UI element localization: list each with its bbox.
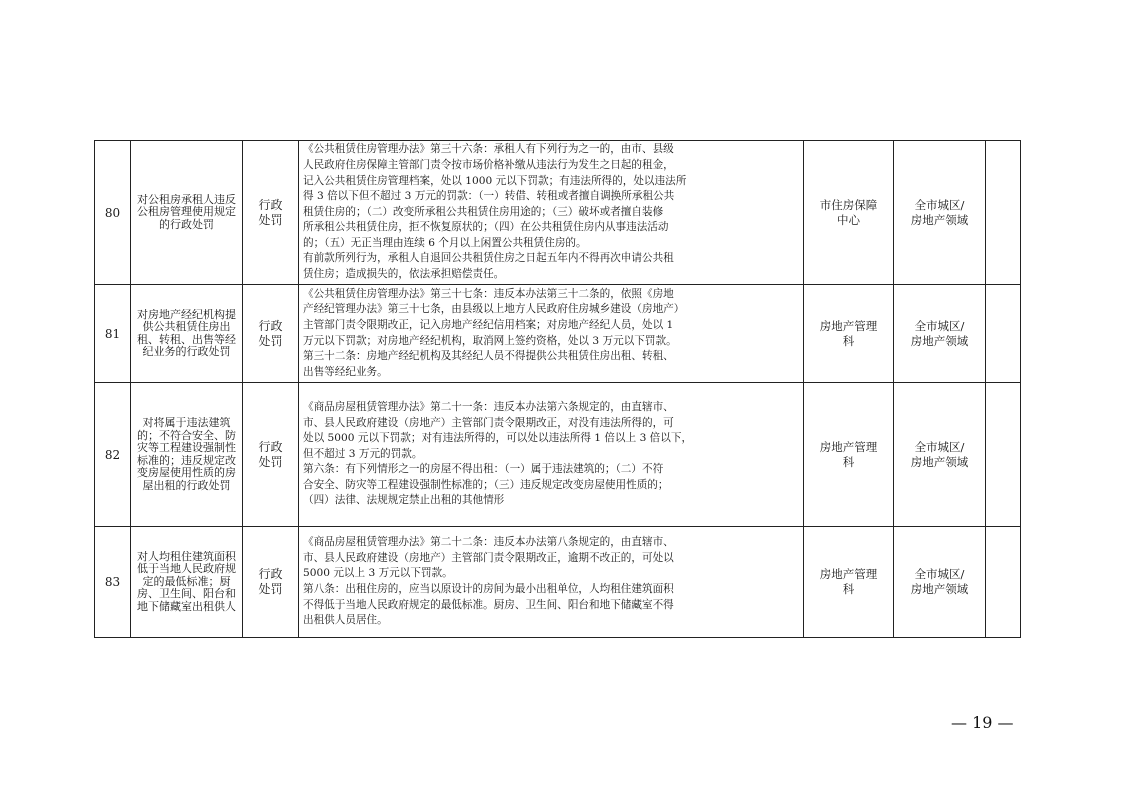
- scope-line: 房地产领域: [910, 454, 969, 469]
- scope-line: 全市城区/: [914, 318, 965, 333]
- scope-cell: [894, 383, 986, 527]
- row-number: 81: [95, 285, 131, 383]
- table-row: [95, 383, 1021, 527]
- item-name: 对将属于违法建筑的；不符合安全、防灾等工程建设强制性标准的；违反规定改变房屋使用性质的房屋出租的行政处罚: [137, 417, 236, 492]
- department-line: 市住房保障: [819, 197, 878, 212]
- page-number: — 19 —: [951, 713, 1014, 732]
- legal-basis-line: 5000 元以上 3 万元以下罚款。: [303, 567, 453, 580]
- legal-basis-line: 《商品房屋租赁管理办法》第二十二条：违反本办法第八条规定的，由直辖市、: [303, 536, 674, 549]
- table-row: [95, 141, 1021, 285]
- penalty-type-cell: [243, 383, 299, 527]
- row-number: 82: [95, 383, 131, 527]
- department-cell: [804, 527, 894, 638]
- legal-basis-line: 《公共租赁住房管理办法》第三十六条：承租人有下列行为之一的，由市、县级: [303, 143, 674, 156]
- legal-basis-cell: [299, 285, 804, 383]
- legal-basis-line: 《商品房屋租赁管理办法》第二十一条：违反本办法第六条规定的，由直辖市、: [303, 400, 674, 413]
- note-cell: [986, 383, 1021, 527]
- row-number: 83: [95, 527, 131, 638]
- department-cell: [804, 141, 894, 285]
- legal-basis-line: 市、县人民政府建设（房地产）主管部门责令限期改正，逾期不改正的，可处以: [303, 551, 674, 564]
- table-row: [95, 527, 1021, 638]
- item-name-cell: [131, 383, 243, 527]
- legal-basis-line: 合安全、防灾等工程建设强制性标准的；（三）违反规定改变房屋使用性质的；: [303, 478, 669, 491]
- legal-basis-line: 出租供人员居住。: [303, 614, 388, 627]
- legal-basis-line: 有前款所列行为，承租人自退回公共租赁住房之日起五年内不得再次申请公共租: [303, 252, 674, 265]
- scope-line: 全市城区/: [914, 439, 965, 454]
- scope-line: 房地产领域: [910, 582, 969, 596]
- penalty-table: [94, 140, 1021, 638]
- department-line: 中心: [837, 212, 860, 227]
- legal-basis-line: 第八条：出租住房的，应当以原设计的房间为最小出租单位，人均租住建筑面积: [303, 583, 674, 595]
- note-cell: [986, 285, 1021, 383]
- legal-basis-line: 第三十二条：房地产经纪机构及其经纪人员不得提供公共租赁住房出租、转租、: [303, 350, 674, 363]
- penalty-type-cell: [243, 285, 299, 383]
- department-line: 房地产管理: [819, 318, 878, 333]
- department-line: 科: [842, 333, 855, 348]
- item-name: 对人均租住建筑面积低于当地人民政府规定的最低标准；厨房、卫生间、阳台和地下储藏室出租供人: [137, 550, 236, 613]
- legal-basis-line: （四）法律、法规规定禁止出租的其他情形: [303, 494, 505, 507]
- penalty-type-cell: [243, 527, 299, 638]
- penalty-type-line: 处罚: [258, 212, 283, 227]
- legal-basis-line: 的；（五）无正当理由连续 6 个月以上闲置公共租赁住房的。: [303, 236, 587, 249]
- legal-basis-cell: [299, 383, 804, 527]
- department-line: 房地产管理: [819, 439, 878, 454]
- legal-basis-line: 不得低于当地人民政府规定的最低标准。厨房、卫生间、阳台和地下储藏室不得: [303, 598, 674, 611]
- row-number: 80: [95, 141, 131, 285]
- legal-basis-line: 赁住房；造成损失的，依法承担赔偿责任。: [303, 268, 505, 281]
- department-line: 房地产管理: [819, 567, 878, 581]
- penalty-type-line: 处罚: [258, 582, 283, 596]
- scope-line: 全市城区/: [914, 567, 965, 581]
- penalty-type-line: 行政: [258, 439, 283, 454]
- penalty-type-line: 处罚: [258, 333, 283, 348]
- penalty-type-line: 处罚: [258, 454, 283, 469]
- note-cell: [986, 527, 1021, 638]
- table-body: [95, 141, 1021, 638]
- department-line: 科: [842, 454, 855, 469]
- scope-line: 房地产领域: [910, 333, 969, 348]
- item-name: 对公租房承租人违反公租房管理使用规定的行政处罚: [137, 193, 236, 231]
- legal-basis-line: 第六条：有下列情形之一的房屋不得出租：（一）属于违法建筑的；（二）不符: [303, 463, 664, 476]
- legal-basis-line: 万元以下罚款；对房地产经纪机构，取消网上签约资格，处以 3 万元以下罚款。: [303, 334, 677, 347]
- legal-basis-line: 《公共租赁住房管理办法》第三十七条：违反本办法第三十二条的，依照《房地: [303, 287, 674, 300]
- legal-basis-line: 所承租公共租赁住房，拒不恢复原状的；（四）在公共租赁住房内从事违法活动: [303, 221, 669, 234]
- department-cell: [804, 383, 894, 527]
- scope-cell: [894, 285, 986, 383]
- table-row: [95, 285, 1021, 383]
- penalty-type-line: 行政: [258, 567, 283, 581]
- legal-basis-line: 市、县人民政府建设（房地产）主管部门责令限期改正，对没有违法所得的，可: [303, 416, 674, 429]
- legal-basis-cell: [299, 527, 804, 638]
- legal-basis-line: 记入公共租赁住房管理档案，处以 1000 元以下罚款；有违法所得的，处以违法所: [303, 174, 687, 187]
- legal-basis-line: 但不超过 3 万元的罚款。: [303, 447, 423, 460]
- department-line: 科: [842, 582, 855, 596]
- item-name-cell: [131, 141, 243, 285]
- item-name-cell: [131, 285, 243, 383]
- item-name: 对房地产经纪机构提供公共租赁住房出租、转租、出售等经纪业务的行政处罚: [137, 308, 236, 358]
- legal-basis-line: 产经纪管理办法》第三十七条，由县级以上地方人民政府住房城乡建设（房地产）: [303, 303, 685, 316]
- penalty-type-cell: [243, 141, 299, 285]
- scope-cell: [894, 141, 986, 285]
- legal-basis-cell: [299, 141, 804, 285]
- legal-basis-line: 租赁住房的；（二）改变所承租公共租赁住房用途的；（三）破坏或者擅自装修: [303, 205, 664, 218]
- penalty-type-line: 行政: [258, 197, 283, 212]
- legal-basis-line: 出售等经纪业务。: [303, 365, 388, 378]
- legal-basis-line: 主管部门责令限期改正，记入房地产经纪信用档案；对房地产经纪人员，处以 1: [303, 318, 674, 331]
- scope-cell: [894, 527, 986, 638]
- item-name-cell: [131, 527, 243, 638]
- scope-line: 全市城区/: [914, 197, 965, 212]
- department-cell: [804, 285, 894, 383]
- legal-basis-line: 人民政府住房保障主管部门责令按市场价格补缴从违法行为发生之日起的租金，: [303, 158, 674, 171]
- legal-basis-line: 处以 5000 元以下罚款；对有违法所得的，可以处以违法所得 1 倍以上 3 倍以下，: [303, 432, 693, 445]
- note-cell: [986, 141, 1021, 285]
- penalty-type-line: 行政: [258, 318, 283, 333]
- legal-basis-line: 得 3 倍以下但不超过 3 万元的罚款：（一）转借、转租或者擅自调换所承租公共: [303, 190, 675, 203]
- scope-line: 房地产领域: [910, 212, 969, 227]
